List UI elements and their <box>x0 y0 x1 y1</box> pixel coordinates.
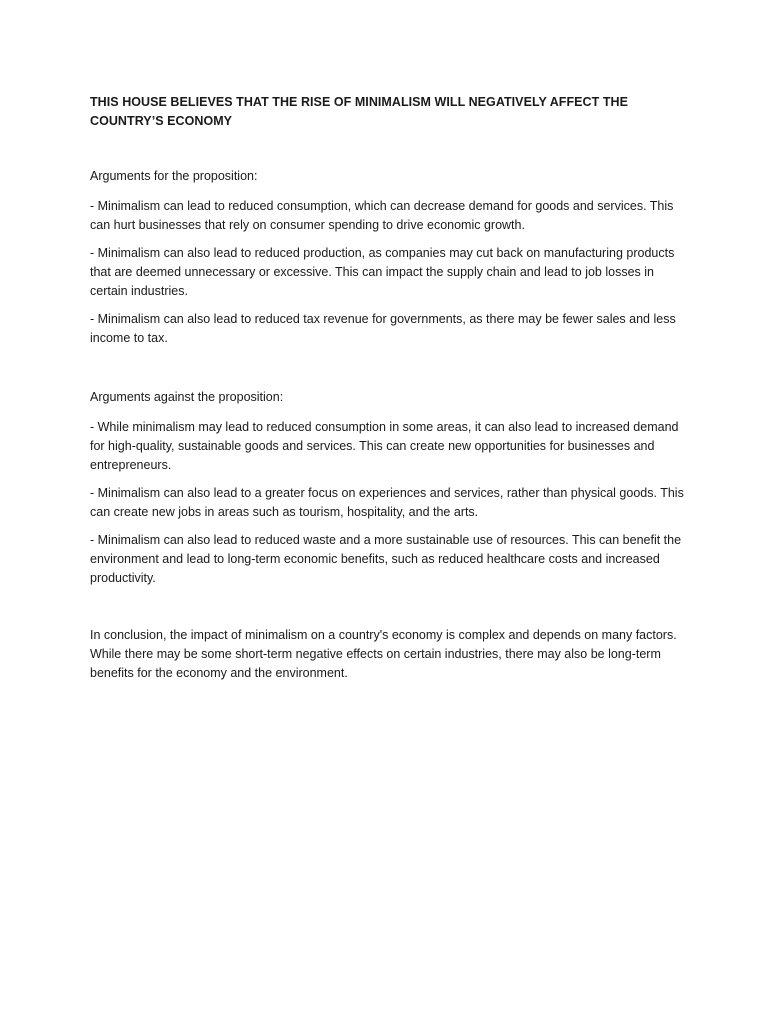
section-spacer <box>90 357 690 388</box>
argument-against-point: - Minimalism can also lead to a greater focus on experiences and services, rather than physical goods. This can create new jobs in areas such as tourism, hospitality, and the arts. <box>90 486 684 519</box>
argument-against-point: - While minimalism may lead to reduced consumption in some areas, it can also lead to increased demand for high-quality, sustainable goods and services. This can create new opportunities for businesses and entrepreneurs. <box>90 420 679 472</box>
arguments-against-heading: Arguments against the proposition: <box>90 390 284 404</box>
argument-for-point: - Minimalism can also lead to reduced tax revenue for governments, as there may be fewer sales and less income to tax. <box>90 312 676 345</box>
arguments-for-heading: Arguments for the proposition: <box>90 169 258 183</box>
argument-for-point: - Minimalism can also lead to reduced production, as companies may cut back on manufacturing products that are deemed unnecessary or excessive. This can impact the supply chain and lead to job losses in certain industries. <box>90 246 675 298</box>
document-page <box>90 93 690 683</box>
argument-for-point: - Minimalism can lead to reduced consumption, which can decrease demand for goods and services. This can hurt businesses that rely on consumer spending to drive economic growth. <box>90 199 674 232</box>
section-spacer <box>90 597 690 626</box>
conclusion-paragraph: In conclusion, the impact of minimalism on a country's economy is complex and depends on many factors. While there may be some short-term negative effects on certain industries, there may also be long-term benefits for the economy and the environment. <box>90 628 677 680</box>
document-title: THIS HOUSE BELIEVES THAT THE RISE OF MINIMALISM WILL NEGATIVELY AFFECT THE COUNTRY’S ECONOMY <box>90 95 628 128</box>
arguments-against-section <box>90 388 690 588</box>
arguments-for-section <box>90 167 690 348</box>
argument-against-point: - Minimalism can also lead to reduced waste and a more sustainable use of resources. This can benefit the environment and lead to long-term economic benefits, such as reduced healthcare costs and increased productivity. <box>90 533 682 585</box>
